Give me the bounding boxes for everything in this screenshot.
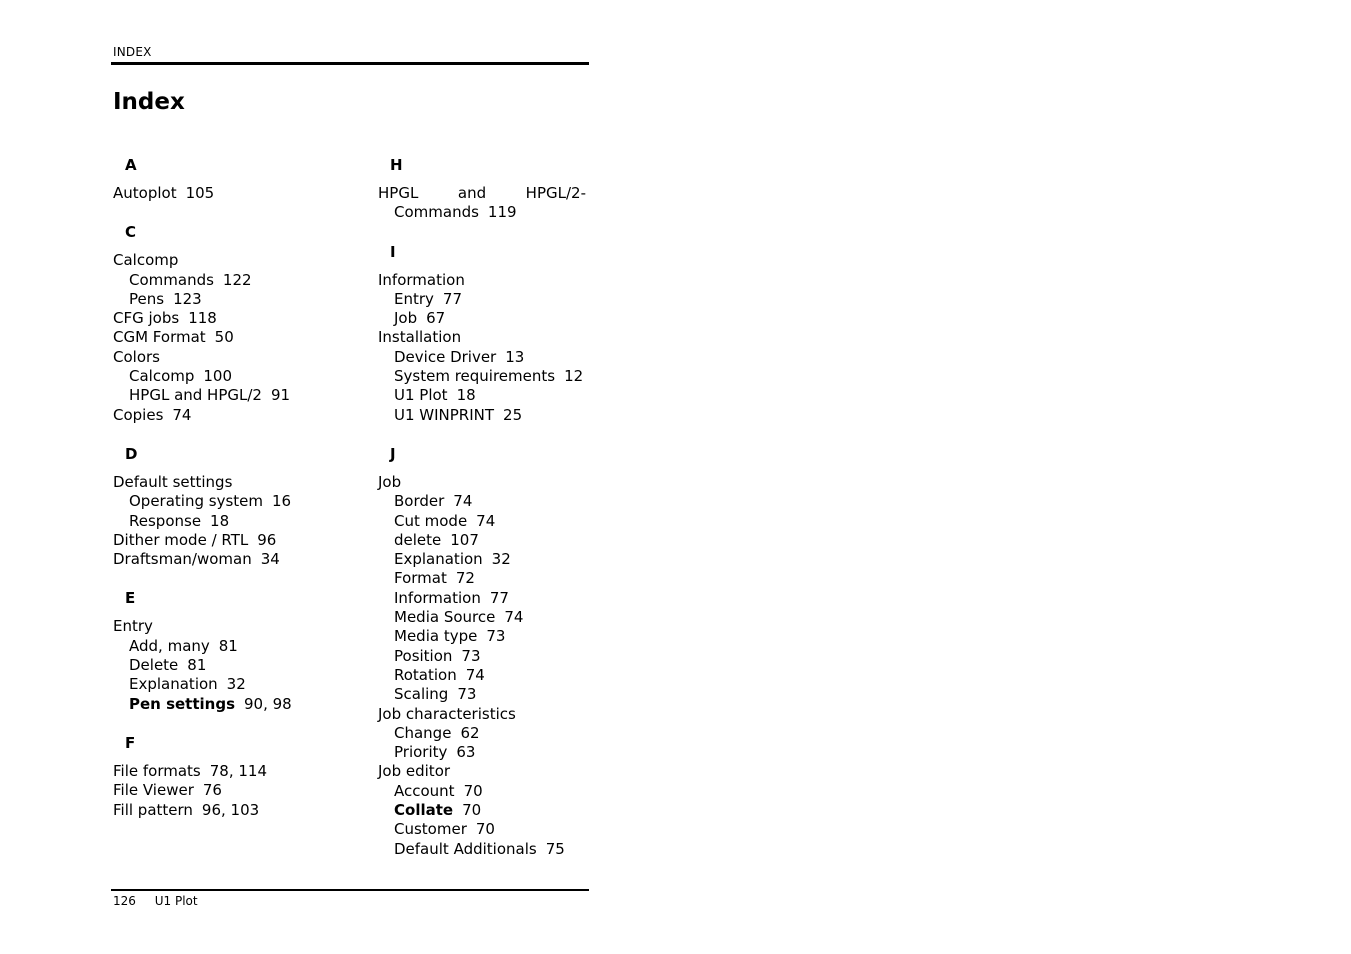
index-subentry bbox=[113, 367, 323, 386]
index-section-j bbox=[378, 444, 588, 859]
entry-term: Pens bbox=[129, 289, 165, 308]
index-entry bbox=[113, 348, 323, 367]
index-subentry bbox=[378, 608, 588, 627]
index-entry bbox=[378, 705, 588, 724]
index-entry bbox=[113, 762, 323, 781]
index-subentry bbox=[113, 656, 323, 675]
entry-page-ref: 122 bbox=[222, 270, 252, 289]
index-section-c bbox=[113, 222, 323, 425]
entry-page-ref: 75 bbox=[545, 839, 565, 858]
entry-term: Border bbox=[394, 492, 445, 511]
entry-term: Commands bbox=[129, 270, 214, 289]
entry-page-ref: 32 bbox=[226, 675, 246, 694]
entry-term: Cut mode bbox=[394, 511, 468, 530]
entry-term: Fill pattern bbox=[113, 800, 193, 819]
entry-term: Media Source bbox=[394, 608, 496, 627]
entry-term: Position bbox=[394, 646, 453, 665]
page-title: Index bbox=[113, 89, 185, 115]
entry-term: Colors bbox=[113, 347, 160, 366]
entry-term: Job characteristics bbox=[378, 704, 516, 723]
entry-term: Device Driver bbox=[394, 347, 497, 366]
entry-term: Account bbox=[394, 781, 455, 800]
index-entry bbox=[113, 781, 323, 800]
entry-term: File Viewer bbox=[113, 781, 194, 800]
index-subentry bbox=[378, 685, 588, 704]
entry-term: delete bbox=[394, 530, 442, 549]
entry-page-ref: 74 bbox=[172, 405, 192, 424]
index-subentry bbox=[378, 290, 588, 309]
product-name: U1 Plot bbox=[154, 894, 198, 908]
page-number: 126 bbox=[113, 894, 136, 908]
index-subentry bbox=[378, 801, 588, 820]
index-subentry bbox=[378, 589, 588, 608]
entry-term: Copies bbox=[113, 405, 164, 424]
entry-page-ref: 70 bbox=[463, 781, 483, 800]
entry-term: Autoplot bbox=[113, 184, 177, 202]
index-entry bbox=[113, 184, 323, 203]
entry-term-word: HPGL bbox=[378, 184, 419, 202]
index-subentry bbox=[378, 512, 588, 531]
entry-page-ref: 91 bbox=[270, 386, 291, 405]
section-letter: C bbox=[125, 223, 137, 242]
index-subentry bbox=[378, 724, 588, 743]
entry-page-ref: 90, 98 bbox=[244, 694, 292, 713]
entry-page-ref: 67 bbox=[426, 309, 446, 328]
page-footer bbox=[113, 894, 198, 908]
entry-term: Rotation bbox=[394, 665, 457, 684]
entry-page-ref: 32 bbox=[491, 550, 511, 569]
entry-page-ref: 77 bbox=[489, 588, 509, 607]
index-subentry bbox=[113, 512, 323, 531]
entry-page-ref: 74 bbox=[465, 665, 485, 684]
entry-page-ref: 74 bbox=[476, 511, 496, 530]
index-subentry bbox=[113, 695, 323, 714]
section-letter: D bbox=[125, 444, 138, 463]
index-entry bbox=[378, 184, 586, 203]
index-subentry bbox=[113, 271, 323, 290]
index-subentry bbox=[378, 569, 588, 588]
entry-term: Media type bbox=[394, 627, 478, 646]
entry-page-ref: 76 bbox=[202, 781, 222, 800]
entry-page-ref: 100 bbox=[203, 367, 233, 386]
entry-term: Commands bbox=[394, 203, 479, 222]
entry-term: Default settings bbox=[113, 472, 233, 491]
entry-page-ref: 74 bbox=[504, 608, 524, 627]
section-letter: J bbox=[390, 444, 396, 463]
index-subentry bbox=[378, 203, 588, 222]
entry-term: Priority bbox=[394, 743, 448, 762]
entry-term: CFG jobs bbox=[113, 309, 180, 328]
entry-term: Explanation bbox=[394, 550, 483, 569]
entry-term: Collate bbox=[394, 801, 454, 820]
index-entry bbox=[113, 309, 323, 328]
entry-page-ref: 78, 114 bbox=[209, 761, 267, 780]
entry-term: Default Additionals bbox=[394, 839, 537, 858]
entry-term: Scaling bbox=[394, 685, 449, 704]
index-subentry bbox=[378, 627, 588, 646]
entry-page-ref: 18 bbox=[456, 386, 476, 405]
entry-page-ref: 107 bbox=[450, 530, 479, 549]
entry-term: Installation bbox=[378, 328, 462, 347]
entry-term: Entry bbox=[394, 289, 434, 308]
index-subentry bbox=[378, 348, 588, 367]
entry-term: Format bbox=[394, 569, 447, 588]
index-subentry bbox=[378, 531, 588, 550]
entry-page-ref: 25 bbox=[503, 405, 523, 424]
index-subentry bbox=[113, 492, 323, 511]
entry-page-ref: 16 bbox=[272, 492, 292, 511]
index-entry bbox=[113, 550, 323, 569]
running-head: INDEX bbox=[113, 45, 152, 59]
index-subentry bbox=[378, 492, 588, 511]
entry-term: CGM Format bbox=[113, 328, 206, 347]
header-rule bbox=[111, 62, 589, 65]
entry-page-ref: 18 bbox=[210, 511, 230, 530]
entry-term: U1 WINPRINT bbox=[394, 405, 495, 424]
entry-page-ref: 96, 103 bbox=[201, 800, 260, 819]
index-subentry bbox=[378, 820, 588, 839]
entry-page-ref: 119 bbox=[487, 203, 517, 222]
index-subentry bbox=[113, 386, 323, 405]
index-column-left bbox=[113, 155, 323, 839]
index-entry bbox=[113, 328, 323, 347]
section-letter: H bbox=[390, 156, 403, 174]
index-entry bbox=[378, 271, 588, 290]
entry-page-ref: 62 bbox=[460, 723, 480, 742]
entry-term: Pen settings bbox=[129, 694, 235, 713]
index-subentry bbox=[378, 666, 588, 685]
entry-term-word: and bbox=[457, 184, 487, 202]
entry-term: File formats bbox=[113, 761, 201, 780]
section-letter: F bbox=[125, 733, 136, 752]
entry-term: Dither mode / RTL bbox=[113, 530, 249, 549]
index-entry bbox=[113, 406, 323, 425]
index-entry bbox=[113, 531, 323, 550]
entry-term: Add, many bbox=[129, 636, 210, 655]
entry-term: Information bbox=[378, 270, 465, 289]
index-section-i bbox=[378, 242, 588, 425]
entry-term: Customer bbox=[394, 820, 467, 839]
index-subentry bbox=[378, 782, 588, 801]
entry-term-word: HPGL/2- bbox=[525, 184, 586, 202]
entry-page-ref: 70 bbox=[462, 801, 482, 820]
entry-page-ref: 77 bbox=[442, 289, 463, 308]
index-entry bbox=[378, 762, 588, 781]
index-entry bbox=[113, 473, 323, 492]
index-subentry bbox=[113, 675, 323, 694]
section-letter: E bbox=[125, 589, 136, 608]
index-subentry bbox=[378, 647, 588, 666]
entry-page-ref: 72 bbox=[455, 569, 475, 588]
index-subentry bbox=[113, 290, 323, 309]
index-entry bbox=[378, 473, 588, 492]
index-section-a bbox=[113, 155, 323, 203]
entry-term: Operating system bbox=[129, 492, 263, 511]
index-entry bbox=[113, 251, 323, 270]
entry-page-ref: 105 bbox=[185, 184, 215, 202]
entry-page-ref: 63 bbox=[456, 743, 476, 762]
entry-page-ref: 12 bbox=[564, 367, 584, 386]
entry-term: Entry bbox=[113, 617, 153, 636]
index-subentry bbox=[378, 550, 588, 569]
entry-term: HPGL and HPGL/2 bbox=[129, 386, 262, 405]
index-section-h bbox=[378, 155, 588, 223]
section-letter: A bbox=[125, 156, 137, 174]
entry-term: Response bbox=[129, 511, 202, 530]
entry-page-ref: 50 bbox=[214, 328, 234, 347]
entry-term: Draftsman/woman bbox=[113, 550, 252, 569]
index-section-e bbox=[113, 588, 323, 713]
entry-term: Information bbox=[394, 588, 481, 607]
section-letter: I bbox=[390, 242, 396, 261]
index-subentry bbox=[378, 309, 588, 328]
index-subentry bbox=[378, 840, 588, 859]
index-section-f bbox=[113, 733, 323, 820]
entry-term: Calcomp bbox=[113, 251, 179, 270]
entry-term: Job bbox=[378, 472, 402, 491]
entry-term: Change bbox=[394, 723, 452, 742]
index-entry bbox=[113, 617, 323, 636]
entry-page-ref: 81 bbox=[187, 656, 207, 675]
index-entry bbox=[378, 328, 588, 347]
entry-page-ref: 34 bbox=[260, 550, 280, 569]
index-column-right bbox=[378, 155, 588, 878]
entry-page-ref: 81 bbox=[218, 636, 238, 655]
index-subentry bbox=[378, 406, 588, 425]
index-subentry bbox=[378, 743, 588, 762]
entry-page-ref: 70 bbox=[475, 820, 495, 839]
entry-page-ref: 123 bbox=[173, 289, 202, 308]
index-subentry bbox=[113, 637, 323, 656]
index-subentry bbox=[378, 386, 588, 405]
entry-page-ref: 13 bbox=[505, 347, 525, 366]
entry-page-ref: 73 bbox=[486, 627, 506, 646]
entry-page-ref: 73 bbox=[461, 646, 481, 665]
entry-term: Job bbox=[394, 309, 418, 328]
index-entry bbox=[113, 801, 323, 820]
entry-term: Job editor bbox=[378, 762, 451, 781]
entry-term: Delete bbox=[129, 656, 179, 675]
entry-term: Calcomp bbox=[129, 367, 195, 386]
entry-term: Explanation bbox=[129, 675, 218, 694]
entry-term: U1 Plot bbox=[394, 386, 448, 405]
entry-term: System requirements bbox=[394, 367, 556, 386]
footer-rule bbox=[111, 889, 589, 891]
index-subentry bbox=[378, 367, 588, 386]
entry-page-ref: 73 bbox=[457, 685, 477, 704]
index-section-d bbox=[113, 444, 323, 569]
entry-page-ref: 74 bbox=[453, 492, 473, 511]
entry-page-ref: 118 bbox=[188, 309, 217, 328]
entry-page-ref: 96 bbox=[257, 530, 277, 549]
